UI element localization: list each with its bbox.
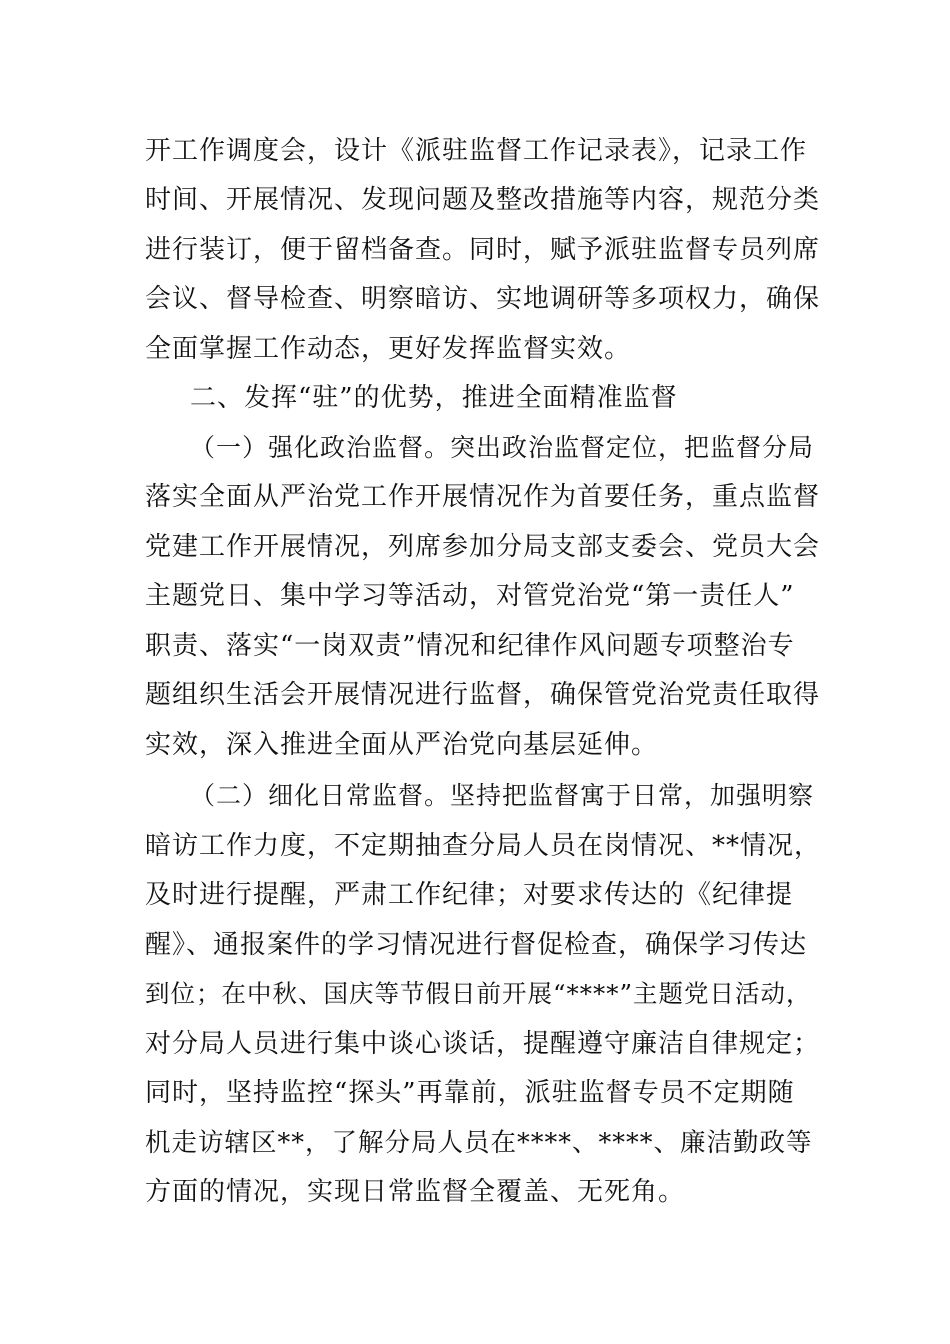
- body-text-line: 主题党日、集中学习等活动，对管党治党“第一责任人”: [145, 581, 795, 611]
- body-text-line: 时间、开展情况、发现问题及整改措施等内容，规范分类: [145, 185, 821, 215]
- body-text-line: 醒》、通报案件的学习情况进行督促检查，确保学习传达: [145, 930, 808, 960]
- body-text-line: 会议、督导检查、明察暗访、实地调研等多项权力，确保: [145, 284, 821, 314]
- body-text-line: 方面的情况，实现日常监督全覆盖、无死角。: [145, 1177, 686, 1207]
- body-text-line: 机走访辖区**，了解分局人员在****、****、廉洁勤政等: [145, 1128, 813, 1158]
- body-text-line: 对分局人员进行集中谈心谈话，提醒遵守廉洁自律规定；: [145, 1029, 821, 1059]
- body-text-line: 暗访工作力度，不定期抽查分局人员在岗情况、**情况，: [145, 831, 822, 861]
- body-text-line: 职责、落实“一岗双责”情况和纪律作风问题专项整治专: [145, 631, 795, 661]
- body-text-line: 实效，深入推进全面从严治党向基层延伸。: [145, 730, 659, 760]
- body-text-line: 落实全面从严治党工作开展情况作为首要任务，重点监督: [145, 482, 821, 512]
- body-text-line: 全面掌握工作动态，更好发挥监督实效。: [145, 334, 632, 364]
- body-text-line: （一）强化政治监督。突出政治监督定位，把监督分局: [190, 433, 815, 462]
- body-text-line: 进行装订，便于留档备查。同时，赋予派驻监督专员列席: [145, 235, 821, 265]
- body-text-line: （二）细化日常监督。坚持把监督寓于日常，加强明察: [190, 781, 815, 810]
- body-text-line: 同时，坚持监控“探头”再靠前，派驻监督专员不定期随: [145, 1078, 795, 1108]
- body-text-line: 党建工作开展情况，列席参加分局支部支委会、党员大会: [145, 532, 821, 562]
- body-text-line: 到位；在中秋、国庆等节假日前开展“****”主题党日活动，: [145, 979, 812, 1008]
- body-text-line: 开工作调度会，设计《派驻监督工作记录表》，记录工作: [145, 136, 808, 166]
- body-text-line: 及时进行提醒，严肃工作纪律；对要求传达的《纪律提: [145, 880, 794, 910]
- section-heading: 二、发挥“驻”的优势，推进全面精准监督: [190, 383, 678, 413]
- body-text-line: 题组织生活会开展情况进行监督，确保管党治党责任取得: [145, 680, 821, 710]
